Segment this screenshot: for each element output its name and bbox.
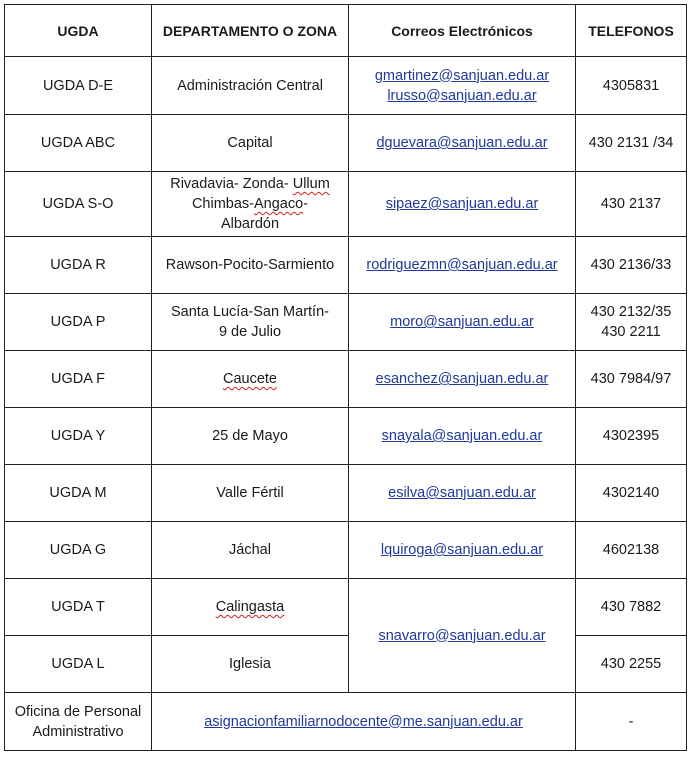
email-link[interactable]: esilva@sanjuan.edu.ar: [388, 485, 536, 501]
ugda-cell: UGDA L: [5, 636, 152, 693]
table-row: [5, 408, 687, 465]
zona-text: Santa Lucía-San Martín-: [171, 304, 329, 320]
table-row: [5, 294, 687, 351]
email-link[interactable]: dguevara@sanjuan.edu.ar: [376, 135, 548, 151]
telefono-cell: [576, 294, 687, 351]
zona-text: Caucete: [222, 371, 277, 387]
telefono-cell: 4302395: [576, 408, 687, 465]
zona-cell: Administración Central: [152, 57, 349, 115]
zona-cell: Rawson-Pocito-Sarmiento: [152, 237, 349, 294]
correo-cell: [349, 172, 576, 237]
telefono-cell: 4305831: [576, 57, 687, 115]
table-row: [5, 237, 687, 294]
table-row: [5, 115, 687, 172]
telefono-cell: 430 2255: [576, 636, 687, 693]
telefono-cell: 430 2137: [576, 172, 687, 237]
email-link[interactable]: gmartinez@sanjuan.edu.ar: [374, 67, 550, 84]
ugda-cell: UGDA G: [5, 522, 152, 579]
email-link[interactable]: lrusso@sanjuan.edu.ar: [387, 87, 537, 104]
zona-text: -: [303, 196, 309, 212]
zona-text: 9 de Julio: [218, 324, 282, 340]
email-link[interactable]: snavarro@sanjuan.edu.ar: [378, 627, 546, 644]
zona-text: Angaco: [254, 196, 304, 212]
telefono-cell: 430 7984/97: [576, 351, 687, 408]
ugda-cell: UGDA Y: [5, 408, 152, 465]
correo-cell: [349, 237, 576, 294]
correo-cell: [349, 465, 576, 522]
zona-text: Ullum: [292, 176, 330, 192]
zona-cell: Valle Fértil: [152, 465, 349, 522]
zona-cell: 25 de Mayo: [152, 408, 349, 465]
zona-cell: Jáchal: [152, 522, 349, 579]
table-row: [5, 579, 687, 636]
ugda-text: Administrativo: [32, 723, 124, 740]
header-zona: DEPARTAMENTO O ZONA: [152, 5, 349, 57]
table-row: [5, 351, 687, 408]
email-link[interactable]: lquiroga@sanjuan.edu.ar: [380, 542, 544, 558]
ugda-cell: UGDA S-O: [5, 172, 152, 237]
ugda-cell: UGDA ABC: [5, 115, 152, 172]
telefono-cell: 430 2131 /34: [576, 115, 687, 172]
zona-text: Calingasta: [215, 599, 285, 615]
telefono-text: 430 2132/35: [590, 304, 672, 320]
correo-cell: [349, 115, 576, 172]
zona-cell: [152, 579, 349, 636]
email-link[interactable]: moro@sanjuan.edu.ar: [390, 314, 534, 330]
telefono-cell: 4302140: [576, 465, 687, 522]
zona-cell: [152, 172, 349, 237]
zona-text: Chimbas-: [191, 196, 254, 212]
contacts-table: [4, 4, 687, 751]
telefono-cell: 430 2136/33: [576, 237, 687, 294]
email-link[interactable]: asignacionfamiliarnodocente@me.sanjuan.edu.ar: [204, 713, 523, 730]
header-row: [5, 5, 687, 57]
correo-cell: [152, 693, 576, 751]
ugda-cell: UGDA R: [5, 237, 152, 294]
table-row: [5, 636, 687, 693]
zona-cell: [152, 351, 349, 408]
ugda-cell: UGDA F: [5, 351, 152, 408]
table-row: [5, 693, 687, 751]
telefono-cell: 430 7882: [576, 579, 687, 636]
email-link[interactable]: rodriguezmn@sanjuan.edu.ar: [366, 257, 558, 273]
telefono-cell: -: [576, 693, 687, 751]
correo-cell: [349, 579, 576, 693]
correo-cell: [349, 408, 576, 465]
correo-cell: [349, 522, 576, 579]
table-row: [5, 57, 687, 115]
header-telefono: TELEFONOS: [576, 5, 687, 57]
table-row: [5, 172, 687, 237]
correo-cell: [349, 57, 576, 115]
table-row: [5, 522, 687, 579]
email-link[interactable]: sipaez@sanjuan.edu.ar: [385, 196, 539, 212]
table-row: [5, 465, 687, 522]
zona-text: Rivadavia- Zonda-: [170, 176, 293, 192]
ugda-cell: UGDA P: [5, 294, 152, 351]
telefono-text: 430 2211: [601, 324, 661, 340]
header-ugda: UGDA: [5, 5, 152, 57]
email-link[interactable]: esanchez@sanjuan.edu.ar: [375, 371, 549, 387]
zona-cell: [152, 294, 349, 351]
ugda-text: Oficina de Personal: [14, 703, 142, 720]
ugda-cell: UGDA T: [5, 579, 152, 636]
email-link[interactable]: snayala@sanjuan.edu.ar: [381, 428, 543, 444]
header-correo: Correos Electrónicos: [349, 5, 576, 57]
ugda-cell: [5, 693, 152, 751]
zona-cell: Iglesia: [152, 636, 349, 693]
telefono-cell: 4602138: [576, 522, 687, 579]
correo-cell: [349, 351, 576, 408]
correo-cell: [349, 294, 576, 351]
zona-text: Albardón: [220, 216, 280, 232]
zona-cell: Capital: [152, 115, 349, 172]
ugda-cell: UGDA D-E: [5, 57, 152, 115]
ugda-cell: UGDA M: [5, 465, 152, 522]
